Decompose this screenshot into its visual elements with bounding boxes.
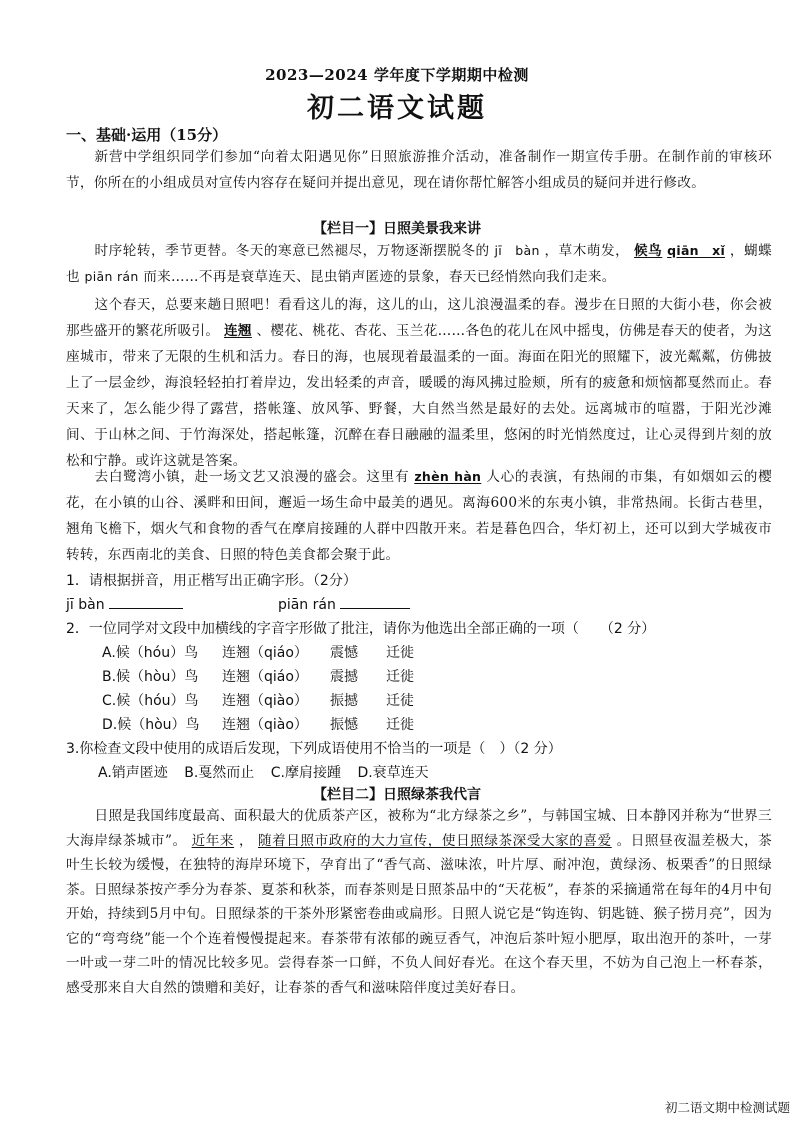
option-part: 连翘（qiáo） [222,645,308,661]
underlined-word: 连翘 [223,323,252,339]
page-footer: 初二语文期中检测试题 [664,1100,790,1115]
question-2-option[interactable] [102,642,414,662]
text-run: 。日照昼夜温差极大，茶叶生长较为缓慢，在独特的海岸环境下，孕育出了“香气高、滋味浓，叶片厚、耐冲泡，黄绿汤、板栗香”的日照绿茶。日照绿茶按产季分为春茶、夏茶和秋茶，而春茶则是日照茶品中的“天花板”，春茶的采摘通常在每年的4月中旬开始，持续到5月中旬。日照绿茶的干茶外形紧密卷曲或扁形。日照人说它是“钩连钩、钥匙链、猴子捞月亮”，因为它的“弯弯绕”能一个个连着慢慢提起来。春茶带有浓郁的豌豆香气，冲泡后茶叶短小肥厚，取出泡开的茶叶，一芽一叶或一芽二叶的情况比较多见。尝得春茶一口鲜，不负人间好春光。在这个春天里，不妨为自己泡上一杯春茶，感受那来自大自然的馈赠和美好，让春茶的香气和滋味陪伴度过美好春日。 [66,832,773,996]
underlined-word: 候鸟 [634,243,663,259]
option-part: 连翘（qiáo） [222,669,308,685]
column1-paragraph2 [66,292,772,474]
column2-title: 【栏目二】日照绿茶我代言 [313,787,481,803]
question-2-stem: 2．一位同学对文段中加横线的字音字形做了批注，请你为他选出全部正确的一项（ （2 分） [66,621,656,637]
question-2-option[interactable] [102,666,414,686]
text-run: 而来……不再是衰草连天、昆虫销声匿迹的景象，春天已经悄然向我们走来。 [143,269,616,285]
question-2-option[interactable] [102,714,414,734]
option-part: 迁徙 [386,669,414,685]
option-part: 震憾 [330,645,358,661]
exam-year-line: 2023—2024 学年度下学期期中检测 [265,66,529,84]
underlined-sentence: 随着日照市政府的大力宣传，使日照绿茶深受大家的喜爱 [257,832,612,849]
text-run: ，草木萌发， [544,243,630,259]
option-part: 连翘（qiào） [222,693,308,709]
text-run: 这个春天，总要来趟日照吧！看看这儿的海，这儿的山，这儿浪漫温柔的春。漫步在日照的大街小巷，你会被那些盛开的繁花所吸引。 [66,297,772,339]
column1-paragraph3 [66,464,772,568]
option-part: 震撼 [330,669,358,685]
column1-paragraph1 [66,238,772,290]
section-intro: 新营中学组织同学们参加“向着太阳遇见你”日照旅游推介活动，准备制作一期宣传手册。在制作前的审核环节，你所在的小组成员对宣传内容存在疑问并提出意见，现在请你帮忙解答小组成员的疑问并进行修改。 [66,149,772,191]
exam-title: 初二语文试题 [307,93,487,124]
option-part: B.候（hòu）鸟 [102,669,199,685]
text-run: 去白鹭湾小镇，赴一场文艺又浪漫的盛会。这里有 [94,469,410,485]
blank-label: jī bàn [66,597,105,613]
pinyin-hint: jī bàn [494,243,540,258]
pinyin-hint-underlined: qiān xǐ [667,243,726,258]
underlined-phrase: 近年来 [191,832,235,849]
option-part: 连翘（qiào） [222,717,308,733]
answer-blank-2[interactable] [340,594,410,609]
text-run: ， [238,832,254,849]
text-run: 日照是我国纬度最高、面积最大的优质茶产区，被称为“北方绿茶之乡”，与韩国宝城、日本静冈并称为“世界三大海岸绿茶城市”。 [66,808,772,849]
answer-blank-1[interactable] [109,594,183,609]
question-2-option[interactable] [102,690,414,710]
question-3-option[interactable]: B.戛然而止 [184,765,255,781]
option-part: 振憾 [330,717,358,733]
option-part: D.候（hòu）鸟 [102,717,200,733]
pinyin-hint-underlined: zhèn hàn [414,469,482,484]
question-3-option[interactable]: C.摩肩接踵 [270,765,341,781]
question-3-stem: 3.你检查文段中使用的成语后发现，下列成语使用不恰当的一项是（ ）（2 分） [66,741,562,757]
question-3-option[interactable]: A.销声匿迹 [98,765,168,781]
option-part: 迁徙 [386,645,414,661]
section-heading: 一、基础·运用（15分） [66,126,228,144]
text-run: 时序轮转，季节更替。冬天的寒意已然褪尽，万物逐渐摆脱冬的 [94,243,490,259]
question-1-stem: 1．请根据拼音，用正楷写出正确字形。（2分） [66,573,357,589]
column1-title: 【栏目一】日照美景我来讲 [313,221,481,237]
question-1-answers [66,594,410,613]
option-part: 迁徒 [386,693,414,709]
column2-paragraph1 [66,804,772,1000]
option-part: 振撼 [330,693,358,709]
text-run: 、樱花、桃花、杏花、玉兰花……各色的花儿在风中摇曳，仿佛是春天的使者，为这座城市，带来了无限的生机和活力。春日的海，也展现着最温柔的一面。海面在阳光的照耀下，波光粼粼，仿佛披上了一层金纱，海浪轻轻拍打着岸边，发出轻柔的声音，暖暖的海风拂过脸颊，所有的疲惫和烦恼都戛然而止。春天来了，怎么能少得了露营，搭帐篷、放风筝、野餐，大自然当然是最好的去处。远离城市的喧嚣，于阳光沙滩间、于山林之间、于竹海深处，搭起帐篷，沉醉在春日融融的温柔里，悠闲的时光悄然度过，让心灵得到片刻的放松和宁静。或许这就是答案。 [66,323,772,469]
question-3-options [98,762,441,782]
pinyin-hint: piān rán [84,269,139,284]
option-part: C.候（hóu）鸟 [102,693,199,709]
question-3-option[interactable]: D.衰草连天 [357,765,429,781]
blank-label: piān rán [277,597,336,613]
text-run: ，蝴蝶也 [66,243,773,285]
text-run: 人心的表演，有热闹的市集，有如烟如云的樱花，在小镇的山谷、溪畔和田间，邂逅一场生命中最美的遇见。离海600米的东夷小镇，非常热闹。长街古巷里，翘角飞檐下，烟火气和食物的香气在摩肩接踵的人群中四散开来。若是暮色四合，华灯初上，还可以到大学城夜市转转，东西南北的美食、日照的特色美食都会聚于此。 [66,469,773,563]
option-part: A.候（hóu）鸟 [102,645,199,661]
option-part: 迁徙 [386,717,414,733]
